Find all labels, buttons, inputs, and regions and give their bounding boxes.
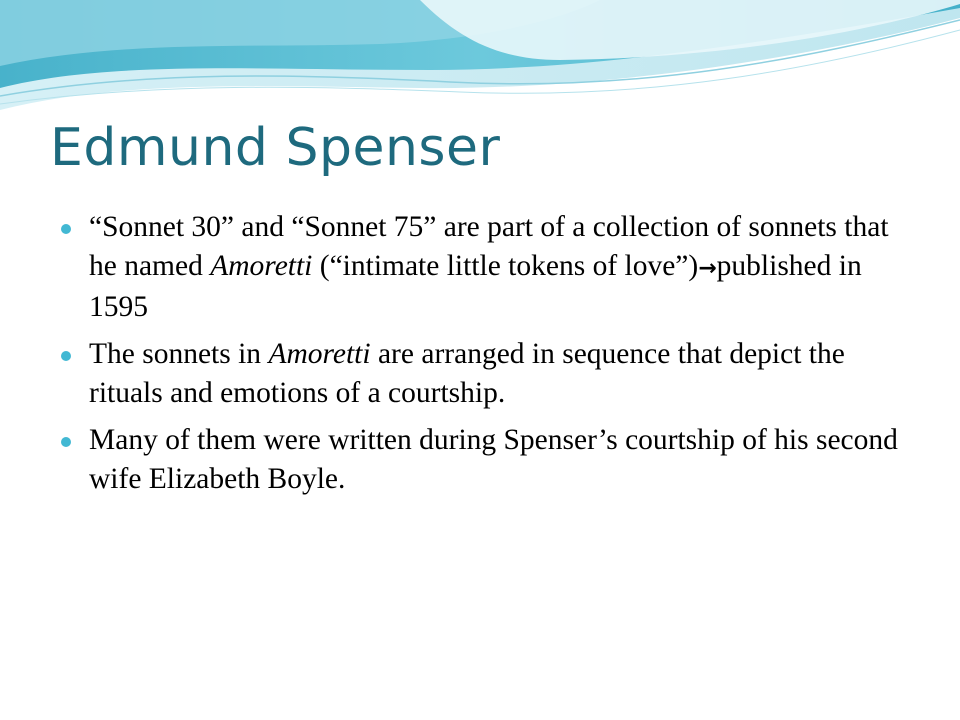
bullet-dot-icon: [61, 351, 71, 361]
bullet-list: [60, 208, 910, 507]
right-arrow-icon: →: [698, 256, 717, 281]
bullet-item: [60, 421, 910, 499]
bullet-text: published in 1595: [89, 250, 862, 323]
bullet-dot-icon: [61, 224, 71, 234]
header-wave-decoration: [0, 0, 960, 130]
bullet-italic-title: Amoretti: [210, 250, 313, 282]
bullet-item: [60, 208, 910, 327]
bullet-text: “Sonnet 30” and “Sonnet 75” are part of a collection of sonnets that he named: [89, 211, 889, 282]
bullet-italic-title: Amoretti: [268, 338, 371, 370]
bullet-text: (“intimate little tokens of love”): [312, 250, 699, 282]
bullet-dot-icon: [61, 437, 71, 447]
page-title: Edmund Spenser: [50, 118, 501, 178]
bullet-text: The sonnets in: [89, 338, 269, 370]
bullet-text: are arranged in sequence that depict the rituals and emotions of a courtship.: [89, 338, 845, 409]
bullet-item: [60, 335, 910, 413]
bullet-text: Many of them were written during Spenser’s courtship of his second wife Elizabeth Boyle.: [89, 424, 898, 495]
